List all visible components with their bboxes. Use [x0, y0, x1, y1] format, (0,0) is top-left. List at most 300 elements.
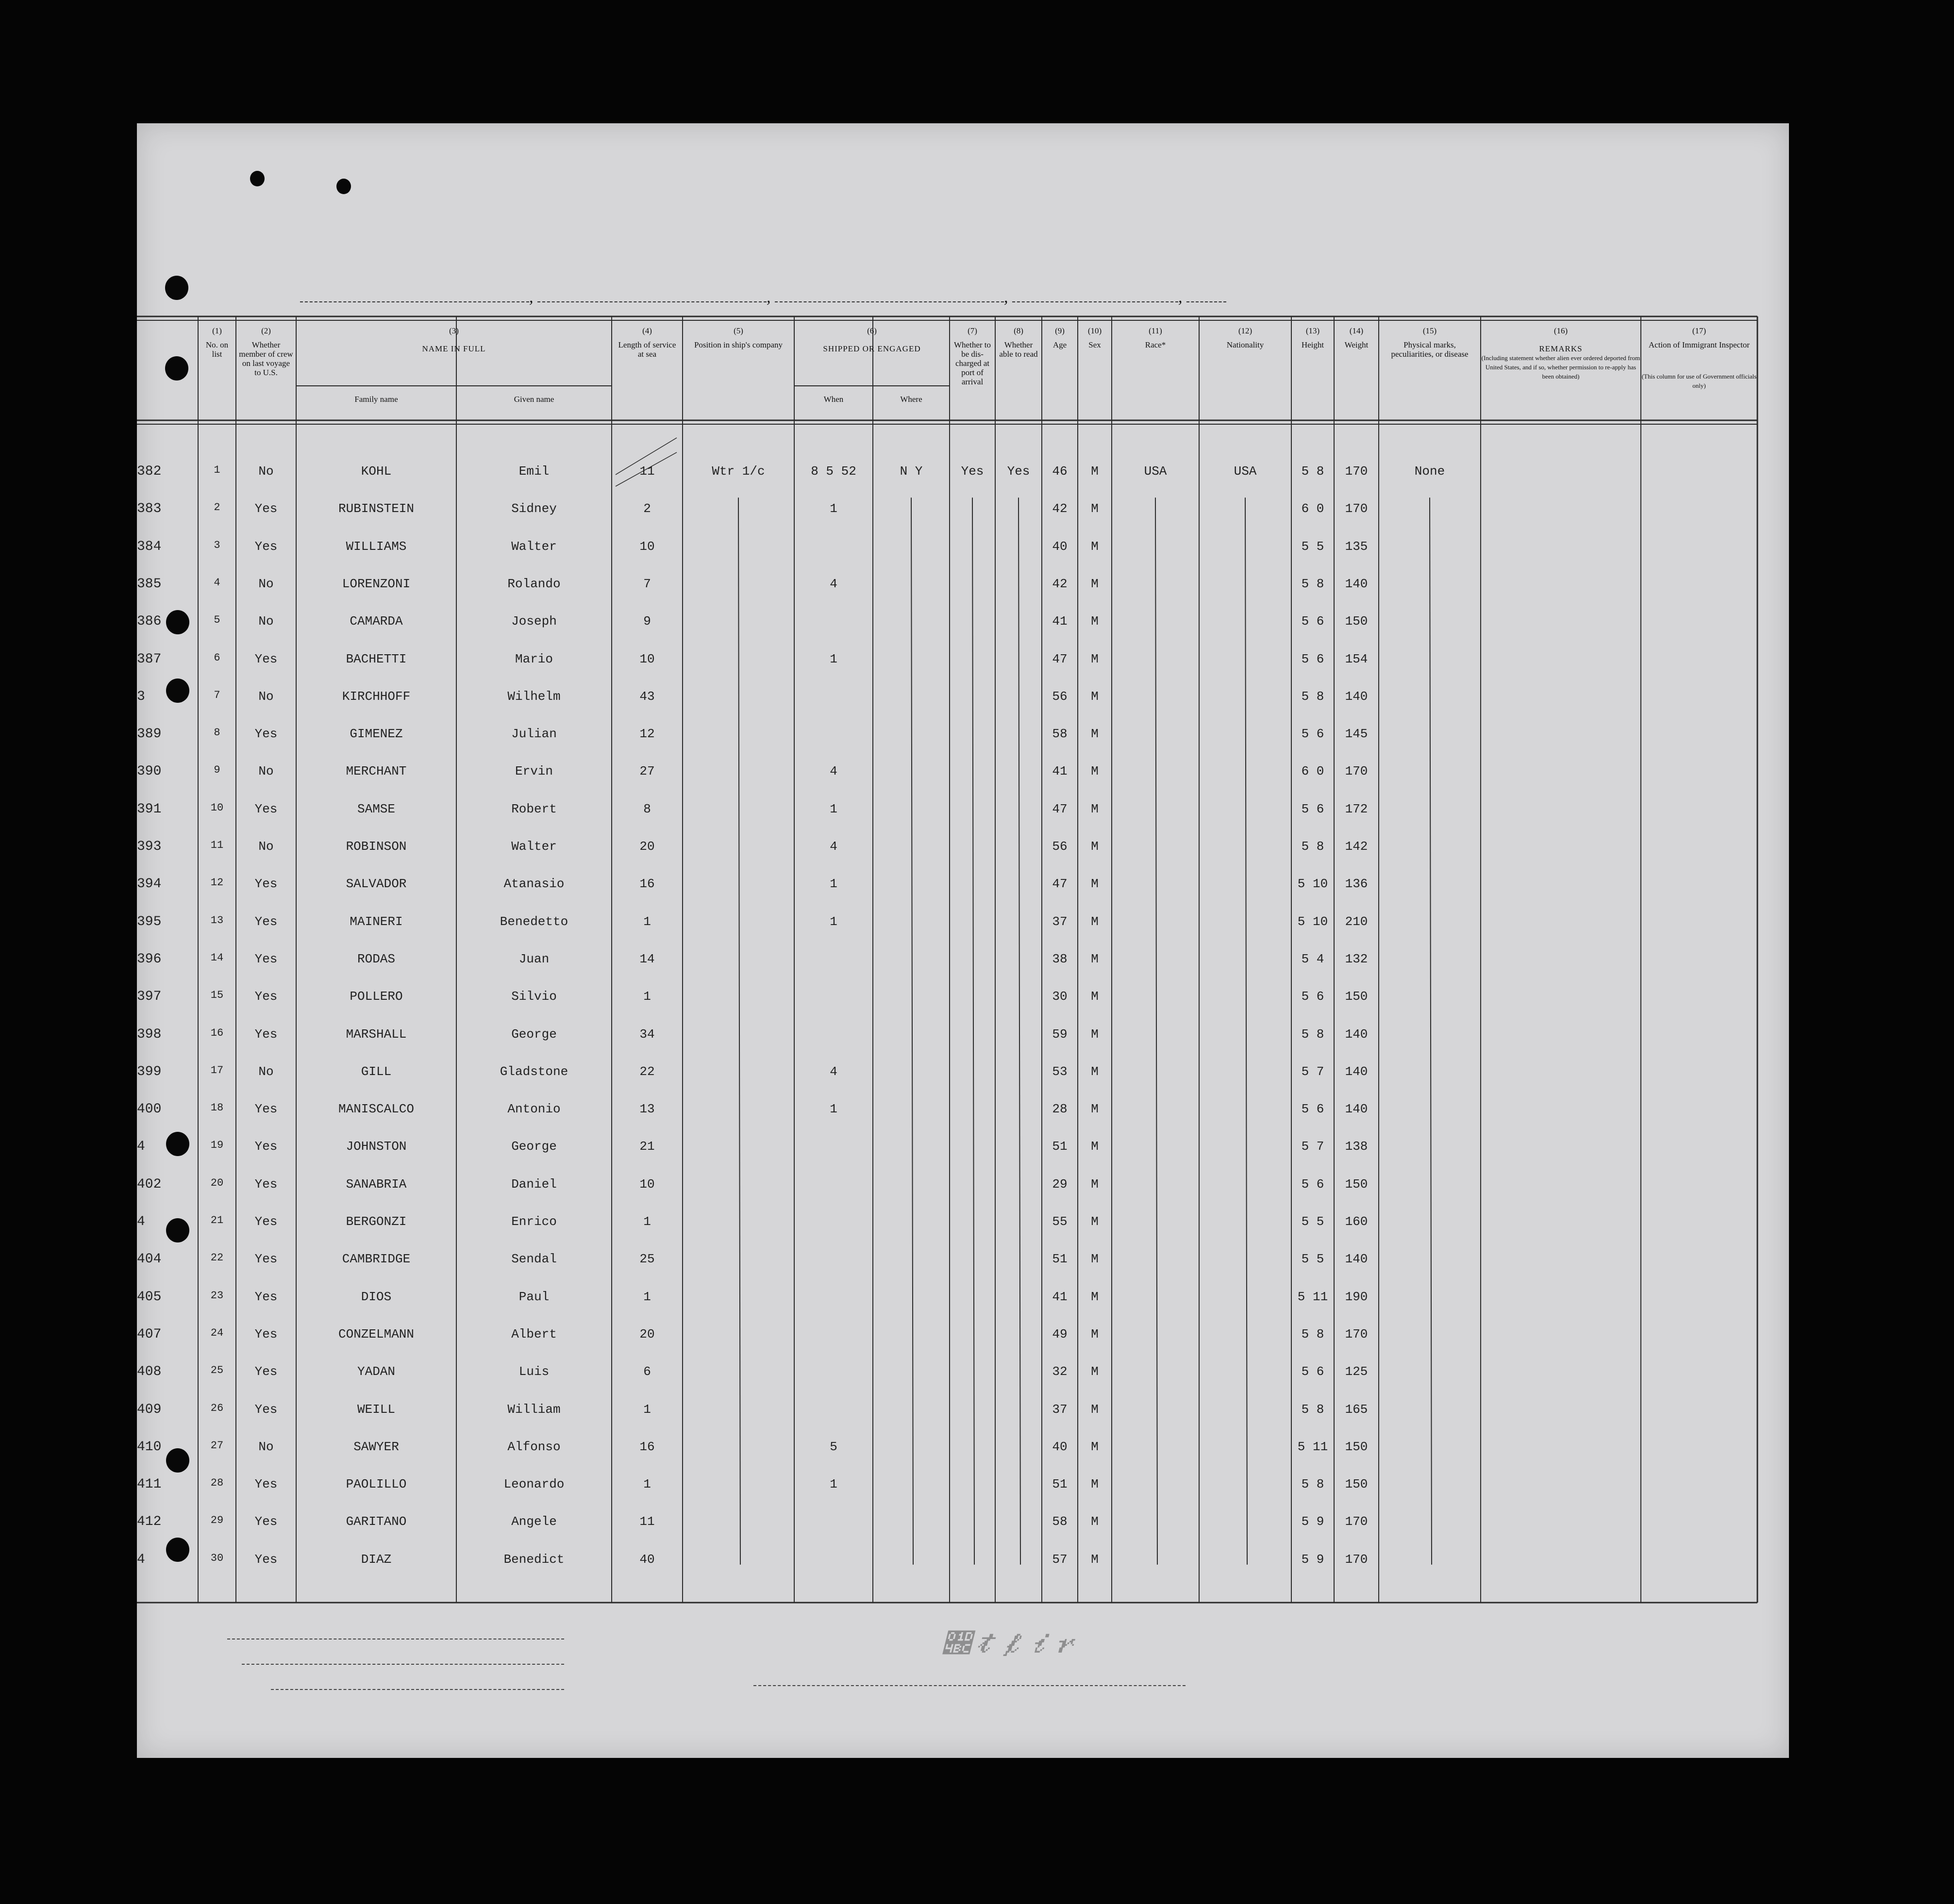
margin-number: 395	[137, 914, 162, 929]
inspector-signature: 𝒼𝓉𝒻𝒾𝓇	[943, 1628, 1079, 1659]
service-years: 1	[643, 1289, 651, 1304]
weight: 150	[1345, 1477, 1368, 1492]
height: 5 9	[1301, 1514, 1324, 1529]
sex: M	[1091, 1176, 1099, 1192]
last-voyage: Yes	[254, 539, 278, 554]
margin-number: 400	[137, 1102, 162, 1117]
sex: M	[1091, 1064, 1099, 1079]
sex: M	[1091, 801, 1099, 816]
last-voyage: Yes	[254, 1176, 278, 1192]
service-years: 34	[639, 1027, 655, 1042]
column-number: (16)	[1553, 326, 1568, 335]
subheader-when: When	[823, 395, 844, 404]
shipped-when: 4	[830, 1064, 837, 1079]
row-number: 7	[214, 689, 220, 701]
column-header	[794, 326, 950, 353]
service-years: 9	[643, 614, 651, 629]
sex: M	[1091, 1027, 1099, 1042]
column-number: (8)	[1014, 326, 1023, 335]
margin-number: 411	[137, 1477, 162, 1492]
column-number: (6)	[867, 326, 877, 335]
margin-number: 408	[137, 1364, 162, 1380]
margin-number: 4	[137, 1139, 145, 1155]
grid-line	[738, 497, 740, 1564]
margin-number: 409	[137, 1402, 162, 1417]
column-label: No. on list	[205, 340, 229, 359]
grid-line	[1019, 497, 1020, 1564]
margin-number: 4	[137, 1214, 145, 1229]
column-number: (11)	[1149, 326, 1162, 335]
service-years: 20	[639, 839, 655, 854]
column-header	[296, 326, 612, 353]
nationality: USA	[1234, 464, 1257, 479]
given-name: William	[507, 1402, 561, 1417]
margin-number: 387	[137, 651, 162, 667]
row-number: 9	[214, 764, 220, 777]
family-name: CONZELMANN	[338, 1326, 415, 1341]
given-name: Albert	[511, 1326, 557, 1341]
inspector-signature-line	[753, 1685, 1186, 1686]
height: 5 7	[1301, 1064, 1324, 1079]
last-voyage: Yes	[254, 727, 278, 742]
given-name: Angele	[511, 1514, 557, 1529]
given-name: Rolando	[507, 576, 561, 591]
margin-number: 397	[137, 989, 162, 1005]
service-years: 16	[639, 877, 655, 892]
age: 40	[1052, 539, 1068, 554]
weight: 150	[1345, 614, 1368, 629]
given-name: Benedetto	[500, 914, 568, 929]
subheader-where: Where	[900, 395, 922, 404]
height: 5 4	[1301, 951, 1324, 966]
sex: M	[1091, 689, 1099, 704]
grid-line	[1155, 497, 1157, 1564]
sex: M	[1091, 1439, 1099, 1454]
sex: M	[1091, 539, 1099, 554]
column-number: (17)	[1692, 326, 1706, 335]
weight: 135	[1345, 539, 1368, 554]
weight: 154	[1345, 651, 1368, 666]
row-number: 1	[214, 464, 220, 476]
service-years: 2	[643, 501, 651, 516]
margin-number: 412	[137, 1514, 162, 1530]
row-number: 13	[210, 914, 224, 927]
row-number: 2	[214, 501, 220, 514]
age: 42	[1052, 501, 1068, 516]
column-label: Age	[1052, 340, 1067, 349]
column-header	[1481, 326, 1641, 353]
service-years: 10	[639, 651, 655, 666]
shipped-when: 1	[830, 1102, 837, 1117]
row-number: 30	[210, 1552, 224, 1564]
shipped-when: 1	[830, 651, 837, 666]
last-voyage: No	[258, 764, 274, 779]
height: 5 8	[1301, 576, 1324, 591]
column-header	[1641, 326, 1757, 349]
service-years: 27	[639, 764, 655, 779]
given-name: Ervin	[515, 764, 553, 779]
column-label: Position in ship's company	[694, 340, 783, 349]
height: 6 0	[1301, 764, 1324, 779]
last-voyage: Yes	[254, 1477, 278, 1492]
column-label: Whether able to read	[999, 340, 1038, 359]
row-number: 12	[210, 877, 224, 889]
last-voyage: Yes	[254, 1139, 278, 1154]
agents-value	[271, 1689, 564, 1690]
family-name: MARSHALL	[346, 1027, 407, 1042]
age: 32	[1052, 1364, 1068, 1379]
age: 29	[1052, 1176, 1068, 1192]
height: 5 6	[1301, 651, 1324, 666]
given-name: Alfonso	[507, 1439, 561, 1454]
column-header	[1042, 326, 1078, 349]
column-label: Action of Immigrant Inspector	[1648, 340, 1750, 349]
given-name: Paul	[518, 1289, 550, 1304]
service-years: 11	[639, 464, 655, 479]
row-number: 18	[210, 1102, 224, 1114]
subheader-given: Given name	[514, 395, 554, 404]
margin-number: 410	[137, 1439, 162, 1455]
margin-number: 394	[137, 877, 162, 892]
shipped-when: 1	[830, 877, 837, 892]
column-header	[950, 326, 995, 386]
age: 41	[1052, 1289, 1068, 1304]
column-number: (15)	[1422, 326, 1437, 335]
height: 5 6	[1301, 727, 1324, 742]
column-header	[612, 326, 683, 359]
age: 41	[1052, 614, 1068, 629]
family-name: KIRCHHOFF	[342, 689, 411, 704]
grid-line	[1245, 497, 1247, 1564]
weight: 140	[1345, 1252, 1368, 1267]
weight: 172	[1345, 801, 1368, 816]
last-voyage: Yes	[254, 1289, 278, 1304]
service-years: 21	[639, 1139, 655, 1154]
family-name: RUBINSTEIN	[338, 501, 415, 516]
row-number: 11	[210, 839, 224, 851]
given-name: George	[511, 1139, 557, 1154]
height: 5 5	[1301, 1252, 1324, 1267]
row-number: 24	[210, 1326, 224, 1339]
last-voyage: No	[258, 576, 274, 591]
last-voyage: Yes	[254, 501, 278, 516]
sex: M	[1091, 989, 1099, 1004]
last-voyage: Yes	[254, 651, 278, 666]
given-name: Luis	[518, 1364, 550, 1379]
height: 5 8	[1301, 1402, 1324, 1417]
given-name: Walter	[511, 539, 557, 554]
service-years: 7	[643, 576, 651, 591]
weight: 140	[1345, 1027, 1368, 1042]
family-name: WILLIAMS	[346, 539, 407, 554]
given-name: Sendal	[511, 1252, 557, 1267]
given-name: Silvio	[511, 989, 557, 1004]
weight: 150	[1345, 1439, 1368, 1454]
margin-number: 399	[137, 1064, 162, 1079]
subheader-remarks-note: (Including statement whether alien ever ordered deported from United States, and if so, whether permission to re-apply has been obtained)	[1481, 354, 1640, 380]
given-name: Leonardo	[503, 1477, 565, 1492]
age: 56	[1052, 839, 1068, 854]
row-number: 26	[210, 1402, 224, 1414]
column-header	[198, 326, 236, 359]
column-number: (10)	[1087, 326, 1102, 335]
sex: M	[1091, 1214, 1099, 1229]
age: 59	[1052, 1027, 1068, 1042]
given-name: Mario	[515, 651, 553, 666]
age: 37	[1052, 914, 1068, 929]
age: 56	[1052, 689, 1068, 704]
column-header	[1078, 326, 1112, 349]
service-years: 14	[639, 951, 655, 966]
family-name: POLLERO	[350, 989, 403, 1004]
sex: M	[1091, 464, 1099, 479]
column-label: Physical marks, peculiarities, or disease	[1391, 340, 1469, 359]
age: 40	[1052, 1439, 1068, 1454]
column-header	[995, 326, 1042, 359]
weight: 210	[1345, 914, 1368, 929]
family-name: MERCHANT	[346, 764, 407, 779]
column-label: Race*	[1145, 340, 1166, 349]
height: 5 5	[1301, 1214, 1324, 1229]
sex: M	[1091, 727, 1099, 742]
row-number: 5	[214, 614, 220, 627]
service-years: 8	[643, 801, 651, 816]
sex: M	[1091, 1402, 1099, 1417]
margin-number: 3	[137, 689, 145, 704]
column-label: REMARKS	[1539, 344, 1583, 353]
height: 5 11	[1297, 1439, 1328, 1454]
sex: M	[1091, 1552, 1099, 1567]
sex: M	[1091, 951, 1099, 966]
margin-number: 4	[137, 1552, 145, 1567]
margin-number: 402	[137, 1176, 162, 1192]
family-name: CAMARDA	[350, 614, 403, 629]
shipped-when: 4	[830, 576, 837, 591]
margin-number: 405	[137, 1289, 162, 1305]
shipped-when: 1	[830, 1477, 837, 1492]
last-voyage: No	[258, 689, 274, 704]
last-voyage: Yes	[254, 801, 278, 816]
given-name: Enrico	[511, 1214, 557, 1229]
sex: M	[1091, 1514, 1099, 1529]
column-header	[683, 326, 794, 349]
sex: M	[1091, 1289, 1099, 1304]
shipped-when: 1	[830, 801, 837, 816]
weight: 190	[1345, 1289, 1368, 1304]
column-label: Length of service at sea	[618, 340, 676, 359]
column-label: Height	[1301, 340, 1324, 349]
row-number: 6	[214, 651, 220, 664]
manifest-sheet	[137, 123, 1789, 1758]
row-number: 10	[210, 801, 224, 814]
age: 58	[1052, 727, 1068, 742]
age: 58	[1052, 1514, 1068, 1529]
shipped-when: 4	[830, 764, 837, 779]
service-years: 13	[639, 1102, 655, 1117]
sex: M	[1091, 914, 1099, 929]
margin-number: 391	[137, 801, 162, 817]
weight: 170	[1345, 1514, 1368, 1529]
height: 5 8	[1301, 464, 1324, 479]
weight: 150	[1345, 1176, 1368, 1192]
column-header	[1199, 326, 1291, 349]
age: 41	[1052, 764, 1068, 779]
given-name: Walter	[511, 839, 557, 854]
sex: M	[1091, 614, 1099, 629]
height: 5 6	[1301, 989, 1324, 1004]
service-years: 1	[643, 1477, 651, 1492]
family-name: GARITANO	[346, 1514, 407, 1529]
height: 5 5	[1301, 539, 1324, 554]
last-voyage: No	[258, 839, 274, 854]
weight: 165	[1345, 1402, 1368, 1417]
column-label: Whether member of crew on last voyage to U.S.	[239, 340, 293, 377]
family-name: GILL	[361, 1064, 392, 1079]
height: 5 9	[1301, 1552, 1324, 1567]
column-header	[1291, 326, 1334, 349]
weight: 140	[1345, 1064, 1368, 1079]
service-years: 1	[643, 914, 651, 929]
subheader-action-note: (This column for use of Government officials only)	[1641, 373, 1757, 389]
service-years: 43	[639, 689, 655, 704]
row-number: 8	[214, 727, 220, 739]
subheader-family: Family name	[354, 395, 398, 404]
row-number: 20	[210, 1176, 224, 1189]
age: 38	[1052, 951, 1068, 966]
family-name: SAMSE	[357, 801, 395, 816]
weight: 150	[1345, 989, 1368, 1004]
weight: 140	[1345, 576, 1368, 591]
family-name: KOHL	[361, 464, 392, 479]
column-number: (3)	[449, 326, 459, 335]
service-years: 1	[643, 1402, 651, 1417]
age: 46	[1052, 464, 1068, 479]
row-number: 16	[210, 1027, 224, 1039]
given-name: Daniel	[511, 1176, 557, 1192]
row-number: 3	[214, 539, 220, 551]
family-name: SALVADOR	[346, 877, 407, 892]
sex: M	[1091, 576, 1099, 591]
row-number: 28	[210, 1477, 224, 1490]
family-name: YADAN	[357, 1364, 395, 1379]
age: 47	[1052, 801, 1068, 816]
height: 5 7	[1301, 1139, 1324, 1154]
age: 28	[1052, 1102, 1068, 1117]
row-number: 29	[210, 1514, 224, 1527]
last-voyage: Yes	[254, 951, 278, 966]
given-name: Joseph	[511, 614, 557, 629]
column-number: (7)	[968, 326, 977, 335]
height: 5 6	[1301, 1102, 1324, 1117]
last-voyage: No	[258, 1064, 274, 1079]
weight: 170	[1345, 1326, 1368, 1341]
age: 42	[1052, 576, 1068, 591]
weight: 170	[1345, 464, 1368, 479]
column-number: (13)	[1305, 326, 1320, 335]
column-label: SHIPPED OR ENGAGED	[823, 344, 921, 353]
grid-line	[911, 497, 913, 1564]
height: 5 10	[1297, 877, 1328, 892]
given-name: Benedict	[503, 1552, 565, 1567]
family-name: MAINERI	[350, 914, 403, 929]
age: 55	[1052, 1214, 1068, 1229]
margin-number: 389	[137, 727, 162, 742]
service-years: 1	[643, 989, 651, 1004]
last-voyage: Yes	[254, 1252, 278, 1267]
height: 5 6	[1301, 614, 1324, 629]
ship-position: Wtr 1/c	[712, 464, 765, 479]
sex: M	[1091, 1252, 1099, 1267]
sex: M	[1091, 877, 1099, 892]
last-voyage: No	[258, 464, 274, 479]
column-label: Nationality	[1226, 340, 1264, 349]
age: 51	[1052, 1477, 1068, 1492]
margin-number: 396	[137, 951, 162, 967]
height: 5 6	[1301, 1364, 1324, 1379]
race: USA	[1144, 464, 1167, 479]
age: 57	[1052, 1552, 1068, 1567]
shipped-when: 8 5 52	[811, 464, 856, 479]
column-header	[1334, 326, 1379, 349]
service-years: 40	[639, 1552, 655, 1567]
service-years: 10	[639, 1176, 655, 1192]
sex: M	[1091, 1326, 1099, 1341]
service-years: 11	[639, 1514, 655, 1529]
discharged: Yes	[961, 464, 984, 479]
family-name: SANABRIA	[346, 1176, 407, 1192]
height: 5 10	[1297, 914, 1328, 929]
column-label: NAME IN FULL	[422, 344, 486, 353]
weight: 136	[1345, 877, 1368, 892]
voyage-line: , , , ,	[300, 288, 1737, 307]
service-years: 20	[639, 1326, 655, 1341]
weight: 138	[1345, 1139, 1368, 1154]
column-header	[1379, 326, 1481, 359]
column-number: (5)	[734, 326, 743, 335]
weight: 125	[1345, 1364, 1368, 1379]
last-voyage: Yes	[254, 1402, 278, 1417]
owners-value	[242, 1664, 564, 1665]
given-name: George	[511, 1027, 557, 1042]
weight: 140	[1345, 689, 1368, 704]
family-name: WEILL	[357, 1402, 395, 1417]
column-header	[236, 326, 296, 377]
weight: 142	[1345, 839, 1368, 854]
age: 51	[1052, 1139, 1068, 1154]
row-number: 27	[210, 1439, 224, 1452]
row-number: 4	[214, 576, 220, 589]
service-years: 1	[643, 1214, 651, 1229]
last-voyage: Yes	[254, 1326, 278, 1341]
service-years: 25	[639, 1252, 655, 1267]
last-voyage: Yes	[254, 914, 278, 929]
margin-number: 404	[137, 1252, 162, 1267]
service-years: 6	[643, 1364, 651, 1379]
weight: 140	[1345, 1102, 1368, 1117]
column-number: (2)	[261, 326, 271, 335]
margin-number: 398	[137, 1027, 162, 1042]
last-voyage: Yes	[254, 1027, 278, 1042]
sex: M	[1091, 764, 1099, 779]
age: 51	[1052, 1252, 1068, 1267]
family-name: GIMENEZ	[350, 727, 403, 742]
margin-number: 384	[137, 539, 162, 554]
family-name: BERGONZI	[346, 1214, 407, 1229]
given-name: Wilhelm	[507, 689, 561, 704]
family-name: SAWYER	[353, 1439, 399, 1454]
sex: M	[1091, 1102, 1099, 1117]
height: 5 11	[1297, 1289, 1328, 1304]
